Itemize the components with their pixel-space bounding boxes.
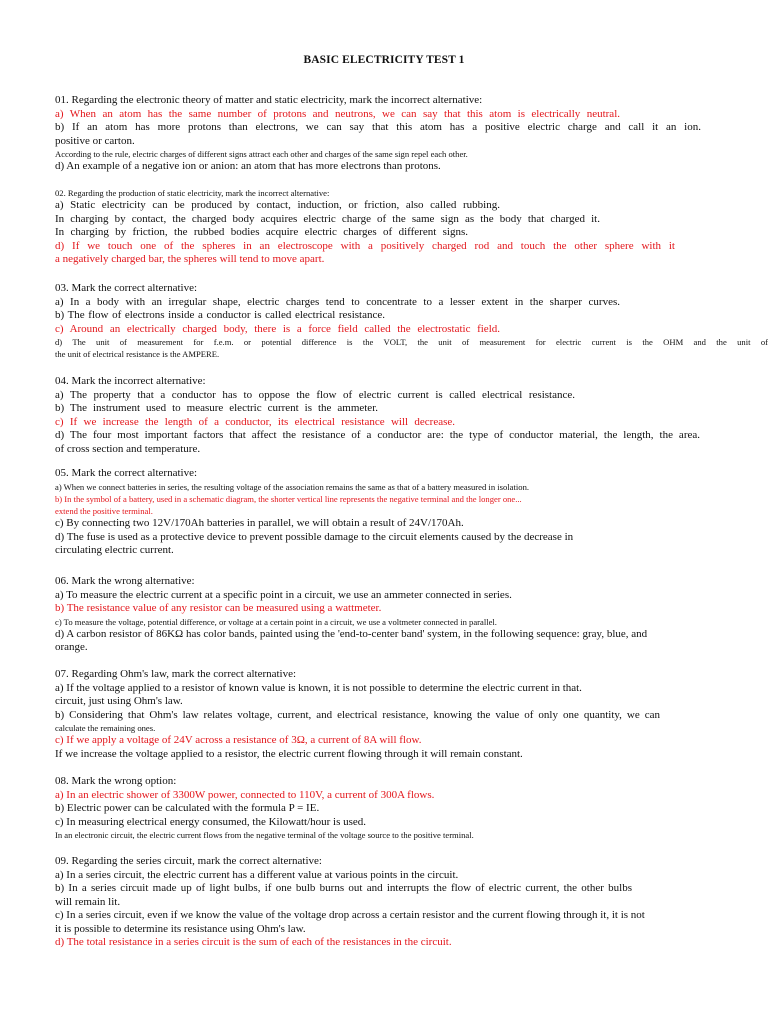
page-title: BASIC ELECTRICITY TEST 1 (303, 54, 465, 66)
question-stem: 04. Mark the incorrect alternative: (55, 375, 206, 387)
question-stem: 03. Mark the correct alternative: (55, 282, 198, 294)
answer-line-a: a) The property that a conductor has to oppose the flow of electric current is called electrical resistance. (55, 388, 575, 401)
question-02 (55, 187, 760, 267)
question-09 (55, 855, 760, 950)
answer-line-a: a) When an atom has the same number of protons and neutrons, we can say that this atom is electrically neutral. (55, 107, 620, 120)
question-stem: 08. Mark the wrong option: (55, 775, 177, 787)
answer-line: of cross section and temperature. (55, 442, 201, 455)
question-06 (55, 575, 760, 655)
question-stem: 01. Regarding the electronic theory of matter and static electricity, mark the incorrect alternative: (55, 94, 483, 106)
answer-line-d: d) The four most important factors that affect the resistance of a conductor are: the type of conductor material, the length, the area. (55, 429, 700, 441)
answer-line-a: a) To measure the electric current at a specific point in a circuit, we use an ammeter connected in series. (55, 588, 512, 601)
answer-line-b: In charging by contact, the charged body acquires electric charge of the same sign as the body that charged it. (55, 212, 600, 225)
question-stem: 06. Mark the wrong alternative: (55, 575, 195, 587)
answer-line-b: b) Considering that Ohm's law relates voltage, current, and electrical resistance, knowing the value of only one quantity, we can (55, 708, 660, 721)
answer-line-c: c) Around an electrically charged body, there is a force field called the electrostatic field. (55, 322, 500, 335)
answer-line-c: c) To measure the voltage, potential difference, or voltage at a certain point in a circuit, we use a voltmeter connected in parallel. (55, 616, 497, 627)
answer-line-b: b) In the symbol of a battery, used in a schematic diagram, the shorter vertical line represents the negative terminal and the longer one... (55, 493, 522, 504)
question-stem: 07. Regarding Ohm's law, mark the correct alternative: (55, 668, 297, 680)
answer-line: orange. (55, 641, 88, 654)
question-stem: 05. Mark the correct alternative: (55, 467, 198, 479)
answer-line: it is possible to determine its resistance using Ohm's law. (55, 922, 306, 935)
answer-line-d: d) The total resistance in a series circuit is the sum of each of the resistances in the circuit. (55, 936, 452, 948)
answer-line-c: c) If we apply a voltage of 24V across a resistance of 3Ω, a current of 8A will flow. (55, 734, 422, 747)
answer-line-a: a) In a body with an irregular shape, electric charges tend to concentrate to a lesser extent in the sharper curves. (55, 295, 620, 308)
answer-line: calculate the remaining ones. (55, 723, 156, 733)
answer-line: circuit, just using Ohm's law. (55, 695, 183, 707)
answer-line-d: If we increase the voltage applied to a resistor, the electric current flowing through it will remain constant. (55, 747, 523, 760)
question-stem: 02. Regarding the production of static electricity, mark the incorrect alternative: (55, 188, 330, 198)
answer-line: the unit of electrical resistance is the AMPERE. (55, 349, 220, 360)
question-05 (55, 467, 760, 558)
answer-line-c: In charging by friction, the rubbed bodies acquire electric charges of different signs. (55, 226, 468, 239)
answer-line: will remain lit. (55, 895, 121, 908)
answer-line-d: In an electronic circuit, the electric current flows from the negative terminal of the voltage source to the positive terminal. (55, 830, 474, 840)
answer-line-b: b) The resistance value of any resistor can be measured using a wattmeter. (55, 602, 382, 614)
answer-line-c: c) In measuring electrical energy consumed, the Kilowatt/hour is used. (55, 815, 367, 828)
answer-line-a: a) If the voltage applied to a resistor of known value is known, it is not possible to determine the electric current in that. (55, 681, 582, 694)
question-01 (55, 94, 760, 174)
question-03 (55, 282, 768, 360)
answer-line-c: c) By connecting two 12V/170Ah batteries in parallel, we will obtain a result of 24V/170Ah. (55, 517, 464, 530)
answer-line-c: c) In a series circuit, even if we know the value of the voltage drop across a certain resistor and the current flowing through it, it is not (55, 909, 645, 921)
answer-line-d: d) An example of a negative ion or anion: an atom that has more electrons than protons. (55, 160, 441, 173)
answer-line: positive or carton. (55, 134, 135, 147)
answer-line-b: b) The instrument used to measure electric current is the ammeter. (55, 402, 378, 414)
answer-line: extend the positive terminal. (55, 505, 153, 516)
answer-line-b: b) The flow of electrons inside a conductor is called electrical resistance. (55, 309, 385, 321)
answer-line-b: b) In a series circuit made up of light bulbs, if one bulb burns out and interrupts the flow of electric current, the other bulbs (55, 882, 632, 894)
answer-line-c: c) If we increase the length of a conductor, its electrical resistance will decrease. (55, 415, 455, 428)
answer-line-d: d) The unit of measurement for f.e.m. or potential difference is the VOLT, the unit of measurement for electric current is the OHM and the unit of (55, 337, 768, 347)
answer-line-c: According to the rule, electric charges of different signs attract each other and charges of the same sign repel each other. (55, 149, 468, 159)
answer-line: circulating electric current. (55, 544, 174, 557)
answer-line-d: d) If we touch one of the spheres in an electroscope with a positively charged rod and touch the other sphere with it (55, 239, 675, 252)
question-07 (55, 668, 760, 761)
answer-line-d: d) The fuse is used as a protective device to prevent possible damage to the circuit elements caused by the decrease in (55, 530, 574, 543)
answer-line-a: a) Static electricity can be produced by contact, induction, or friction, also called rubbing. (55, 199, 500, 212)
question-04 (55, 375, 760, 456)
answer-line-b: b) If an atom has more protons than electrons, we can say that this atom has a positive electric charge and call it an ion. (55, 121, 701, 133)
answer-line-a: a) In an electric shower of 3300W power, connected to 110V, a current of 300A flows. (55, 788, 435, 801)
question-08 (55, 775, 760, 841)
question-stem: 09. Regarding the series circuit, mark the correct alternative: (55, 855, 322, 867)
answer-line-a: a) When we connect batteries in series, the resulting voltage of the association remains the same as that of a battery measured in isolation. (55, 481, 530, 492)
answer-line-d: d) A carbon resistor of 86KΩ has color bands, painted using the 'end-to-center band' system, in the following sequence: gray, blue, and (55, 627, 648, 640)
answer-line-b: b) Electric power can be calculated with the formula P = IE. (55, 802, 320, 814)
answer-line: a negatively charged bar, the spheres will tend to move apart. (55, 253, 325, 266)
answer-line-a: a) In a series circuit, the electric current has a different value at various points in the circuit. (55, 868, 459, 881)
